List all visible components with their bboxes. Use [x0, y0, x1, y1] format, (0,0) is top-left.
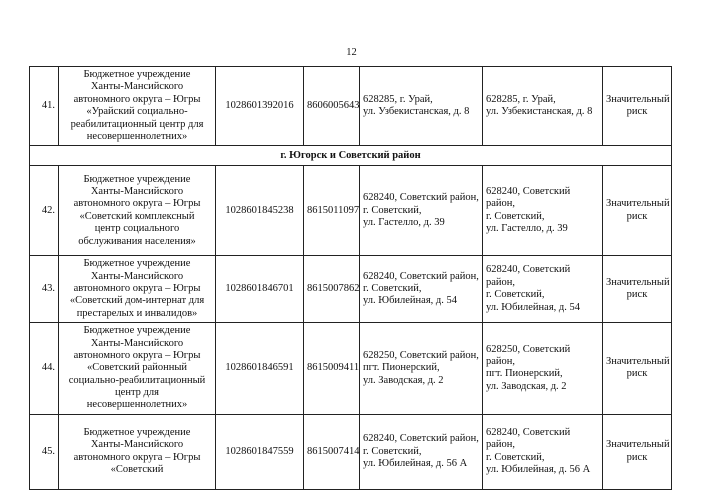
organization-name: Бюджетное учреждение Ханты-Мансийского автономного округа – Югры «Советский комплексный центр социального обслуживания населения»: [59, 166, 216, 256]
row-number: 45.: [30, 414, 59, 489]
page-number: 12: [346, 47, 357, 58]
risk-category: Значительный риск: [603, 414, 672, 489]
ogrn-cell: 1028601392016: [216, 67, 304, 146]
legal-address: 628240, Советский район, г. Советский, ул. Юбилейная, д. 56 А: [360, 414, 483, 489]
organization-name: Бюджетное учреждение Ханты-Мансийского автономного округа – Югры «Советский дом-интернат для престарелых и инвалидов»: [59, 256, 216, 323]
ogrn-cell: 1028601846591: [216, 323, 304, 415]
inn-cell: 8615009411: [304, 323, 360, 415]
risk-category: Значительный риск: [603, 166, 672, 256]
row-number: 41.: [30, 67, 59, 146]
actual-address: 628240, Советский район, г. Советский, ул. Юбилейная, д. 54: [483, 256, 603, 323]
row-number: 43.: [30, 256, 59, 323]
inn-cell: 8615011097: [304, 166, 360, 256]
organization-name: Бюджетное учреждение Ханты-Мансийского автономного округа – Югры «Урайский социально- реабилитационный центр для несовершеннолетних»: [59, 67, 216, 146]
table-row: [30, 414, 672, 489]
organization-name: Бюджетное учреждение Ханты-Мансийского автономного округа – Югры «Советский: [59, 414, 216, 489]
table-row: [30, 166, 672, 256]
row-number: 44.: [30, 323, 59, 415]
section-row: [30, 146, 672, 166]
risk-category: Значительный риск: [603, 67, 672, 146]
organization-name: Бюджетное учреждение Ханты-Мансийского автономного округа – Югры «Советский районный социально-реабилитационный центр для несовершеннолетних»: [59, 323, 216, 415]
ogrn-cell: 1028601845238: [216, 166, 304, 256]
section-title: г. Югорск и Советский район: [30, 146, 672, 166]
row-number: 42.: [30, 166, 59, 256]
risk-category: Значительный риск: [603, 256, 672, 323]
table-row: [30, 323, 672, 415]
ogrn-cell: 1028601847559: [216, 414, 304, 489]
table-row: [30, 256, 672, 323]
registry-table: [29, 66, 672, 490]
legal-address: 628240, Советский район, г. Советский, ул. Гастелло, д. 39: [360, 166, 483, 256]
actual-address: 628285, г. Урай, ул. Узбекистанская, д. 8: [483, 67, 603, 146]
ogrn-cell: 1028601846701: [216, 256, 304, 323]
table-row: [30, 67, 672, 146]
legal-address: 628240, Советский район, г. Советский, ул. Юбилейная, д. 54: [360, 256, 483, 323]
actual-address: 628250, Советский район, пгт. Пионерский, ул. Заводская, д. 2: [483, 323, 603, 415]
actual-address: 628240, Советский район, г. Советский, ул. Юбилейная, д. 56 А: [483, 414, 603, 489]
legal-address: 628285, г. Урай, ул. Узбекистанская, д. 8: [360, 67, 483, 146]
actual-address: 628240, Советский район, г. Советский, ул. Гастелло, д. 39: [483, 166, 603, 256]
inn-cell: 8606005643: [304, 67, 360, 146]
inn-cell: 8615007414: [304, 414, 360, 489]
risk-category: Значительный риск: [603, 323, 672, 415]
legal-address: 628250, Советский район, пгт. Пионерский, ул. Заводская, д. 2: [360, 323, 483, 415]
inn-cell: 8615007862: [304, 256, 360, 323]
